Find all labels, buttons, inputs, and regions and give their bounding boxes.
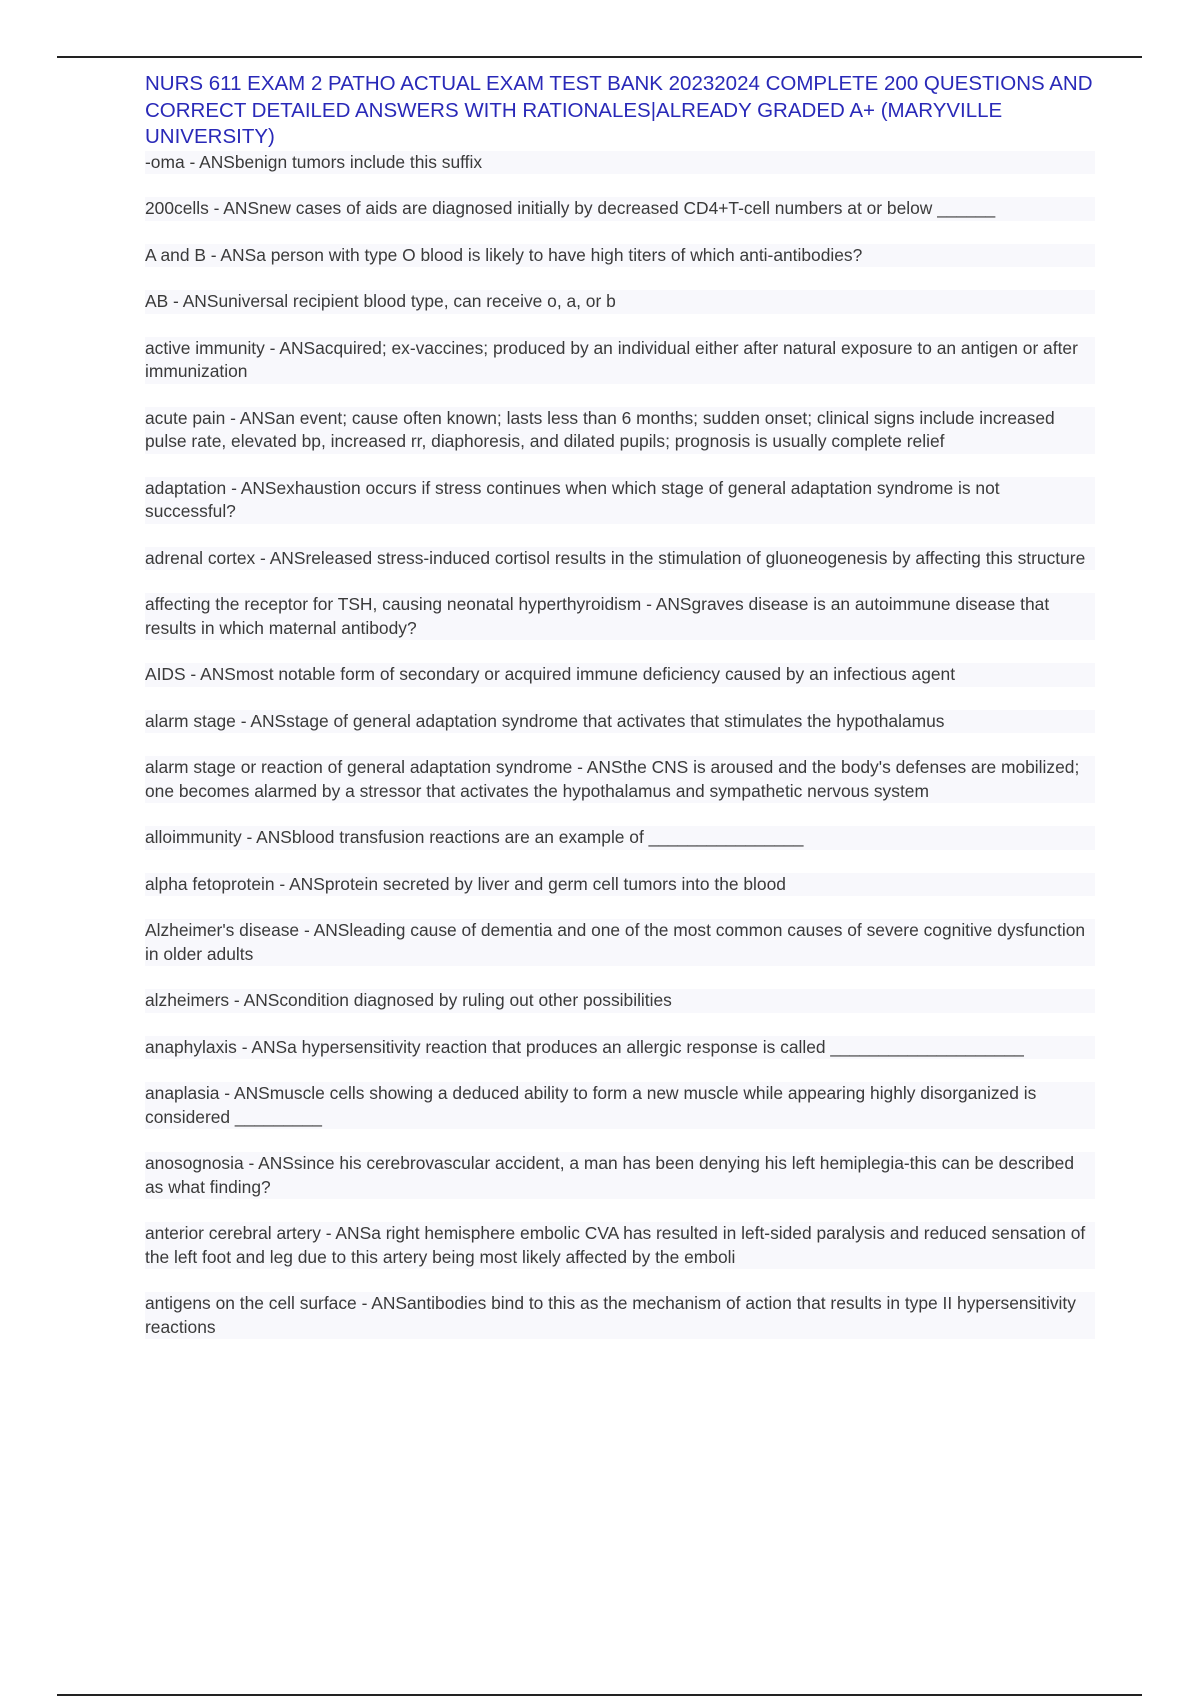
entry-term: alloimmunity [145, 827, 242, 847]
answer-separator: - ANS [168, 291, 219, 311]
entry-term: alarm stage or reaction of general adaptation syndrome [145, 757, 573, 777]
flashcard-entry [145, 663, 1095, 687]
entry-definition: exhaustion occurs if stress continues when which stage of general adaptation syndrome is not successful? [145, 477, 1000, 521]
answer-separator: - ANS [229, 990, 280, 1010]
entry-definition: protein secreted by liver and germ cell tumors into the blood [324, 873, 786, 894]
entry-term: alarm stage [145, 710, 236, 731]
document-title: NURS 611 EXAM 2 PATHO ACTUAL EXAM TEST BANK 20232024 COMPLETE 200 QUESTIONS AND CORRECT DETAILED ANSWERS WITH RATIONALES|ALREADY GRADED A+ (MARYVILLE UNIVERSITY) [145, 72, 1093, 148]
flashcard-entry [145, 756, 1095, 803]
entry-definition: a right hemisphere embolic CVA has resulted in left-sided paralysis and reduced sensation of the left foot and leg due to this artery being most likely affected by the emboli [145, 1223, 1086, 1267]
flashcard-entry [145, 290, 1095, 314]
answer-separator: - ANS [219, 1083, 270, 1103]
entry-term: anaphylaxis [145, 1036, 237, 1057]
entry-definition: muscle cells showing a deduced ability to form a new muscle while appearing highly disorganized is considered [145, 1083, 1037, 1127]
answer-separator: - ANS [185, 664, 236, 684]
entry-term: -oma [145, 151, 185, 172]
flashcard-entry [145, 593, 1095, 640]
entry-term: affecting the receptor for TSH, causing neonatal hyperthyroidism [145, 594, 642, 614]
answer-separator: - ANS [320, 1223, 372, 1243]
answer-separator: - ANS [241, 827, 292, 847]
flashcard-list [145, 151, 1095, 1340]
answer-separator: - ANS [236, 1036, 288, 1057]
entry-definition: stage of general adaptation syndrome that activates that stimulates the hypothalamus [286, 710, 945, 731]
entry-definition: universal recipient blood type, can receive o, a, or b [218, 291, 616, 311]
answer-separator: - ANS [255, 547, 306, 568]
entry-definition: released stress-induced cortisol results in the stimulation of gluoneogenesis by affecting this structure [305, 547, 1086, 568]
entry-definition: a person with type O blood is likely to have high titers of which anti-antibodies? [256, 244, 863, 265]
flashcard-entry [145, 1082, 1095, 1129]
document-body [145, 71, 1095, 1362]
flashcard-entry [145, 919, 1095, 966]
answer-separator: - ANS [226, 477, 277, 498]
answer-separator: - ANS [243, 1153, 294, 1173]
answer-separator: - ANS [274, 873, 325, 894]
entry-term: anaplasia [145, 1083, 220, 1103]
entry-term: anosognosia [145, 1153, 244, 1173]
fill-in-blank: ________________ [648, 827, 804, 847]
flashcard-entry [145, 873, 1095, 897]
answer-separator: - ANS [264, 337, 316, 358]
flashcard-entry [145, 197, 1095, 221]
bottom-rule [57, 1694, 1142, 1696]
entry-term: AIDS [145, 664, 186, 684]
entry-term: alpha fetoprotein [145, 873, 275, 894]
entry-definition: an event; cause often known; lasts less than 6 months; sudden onset; clinical signs include increased pulse rate, elevated bp, increased rr, diaphoresis, and dilated pupils; prognosis is usually complete relief [145, 407, 1055, 451]
flashcard-entry [145, 1292, 1095, 1339]
entry-definition: new cases of aids are diagnosed initially by decreased CD4+T-cell numbers at or below [259, 198, 933, 218]
entry-term: alzheimers [145, 990, 230, 1010]
entry-definition: antibodies bind to this as the mechanism of action that results in type II hypersensitivity reactions [145, 1293, 1076, 1337]
flashcard-entry [145, 1222, 1095, 1269]
entry-term: active immunity [145, 337, 265, 358]
answer-separator: - ANS [572, 757, 623, 777]
flashcard-entry [145, 710, 1095, 734]
entry-term: antigens on the cell surface [145, 1293, 357, 1313]
entry-definition: a hypersensitivity reaction that produces an allergic response is called [287, 1036, 826, 1057]
entry-definition: since his cerebrovascular accident, a man has been denying his left hemiplegia-this can be described as what finding? [145, 1153, 1075, 1197]
flashcard-entry [145, 477, 1095, 524]
fill-in-blank: ____________________ [830, 1036, 1024, 1057]
flashcard-entry [145, 407, 1095, 454]
answer-separator: - ANS [235, 710, 287, 731]
entry-term: AB [145, 291, 169, 311]
answer-separator: - ANS [299, 920, 350, 940]
entry-term: A and B [145, 244, 206, 265]
flashcard-entry [145, 826, 1095, 850]
flashcard-entry [145, 547, 1095, 571]
entry-term: acute pain [145, 407, 226, 428]
answer-separator: - ANS [356, 1293, 407, 1313]
entry-definition: benign tumors include this suffix [234, 151, 483, 172]
flashcard-entry [145, 1036, 1095, 1060]
answer-separator: - ANS [641, 594, 692, 614]
entry-definition: graves disease is an autoimmune disease that results in which maternal antibody? [145, 594, 1050, 638]
fill-in-blank: _________ [234, 1106, 322, 1127]
entry-term: anterior cerebral artery [145, 1223, 321, 1243]
flashcard-entry [145, 337, 1095, 384]
flashcard-entry [145, 989, 1095, 1013]
flashcard-entry [145, 151, 1095, 175]
entry-term: 200cells [145, 198, 209, 218]
answer-separator: - ANS [225, 407, 276, 428]
entry-term: adrenal cortex [145, 547, 256, 568]
entry-definition: condition diagnosed by ruling out other possibilities [279, 990, 672, 1010]
top-rule [57, 56, 1142, 58]
entry-definition: acquired; ex-vaccines; produced by an individual either after natural exposure to an antigen or after immunization [145, 337, 1078, 381]
answer-separator: - ANS [205, 244, 257, 265]
flashcard-entry [145, 1152, 1095, 1199]
answer-separator: - ANS [184, 151, 235, 172]
entry-definition: leading cause of dementia and one of the most common causes of severe cognitive dysfunction in older adults [145, 920, 1086, 964]
entry-definition: most notable form of secondary or acquired immune deficiency caused by an infectious agent [235, 664, 956, 684]
fill-in-blank: ______ [937, 198, 996, 218]
answer-separator: - ANS [208, 198, 260, 218]
entry-term: adaptation [145, 477, 227, 498]
entry-term: Alzheimer's disease [145, 920, 300, 940]
entry-definition: blood transfusion reactions are an example of [291, 827, 644, 847]
flashcard-entry [145, 244, 1095, 268]
entry-definition: the CNS is aroused and the body's defenses are mobilized; one becomes alarmed by a stressor that activates the hypothalamus and sympathetic nervous system [145, 757, 1080, 801]
